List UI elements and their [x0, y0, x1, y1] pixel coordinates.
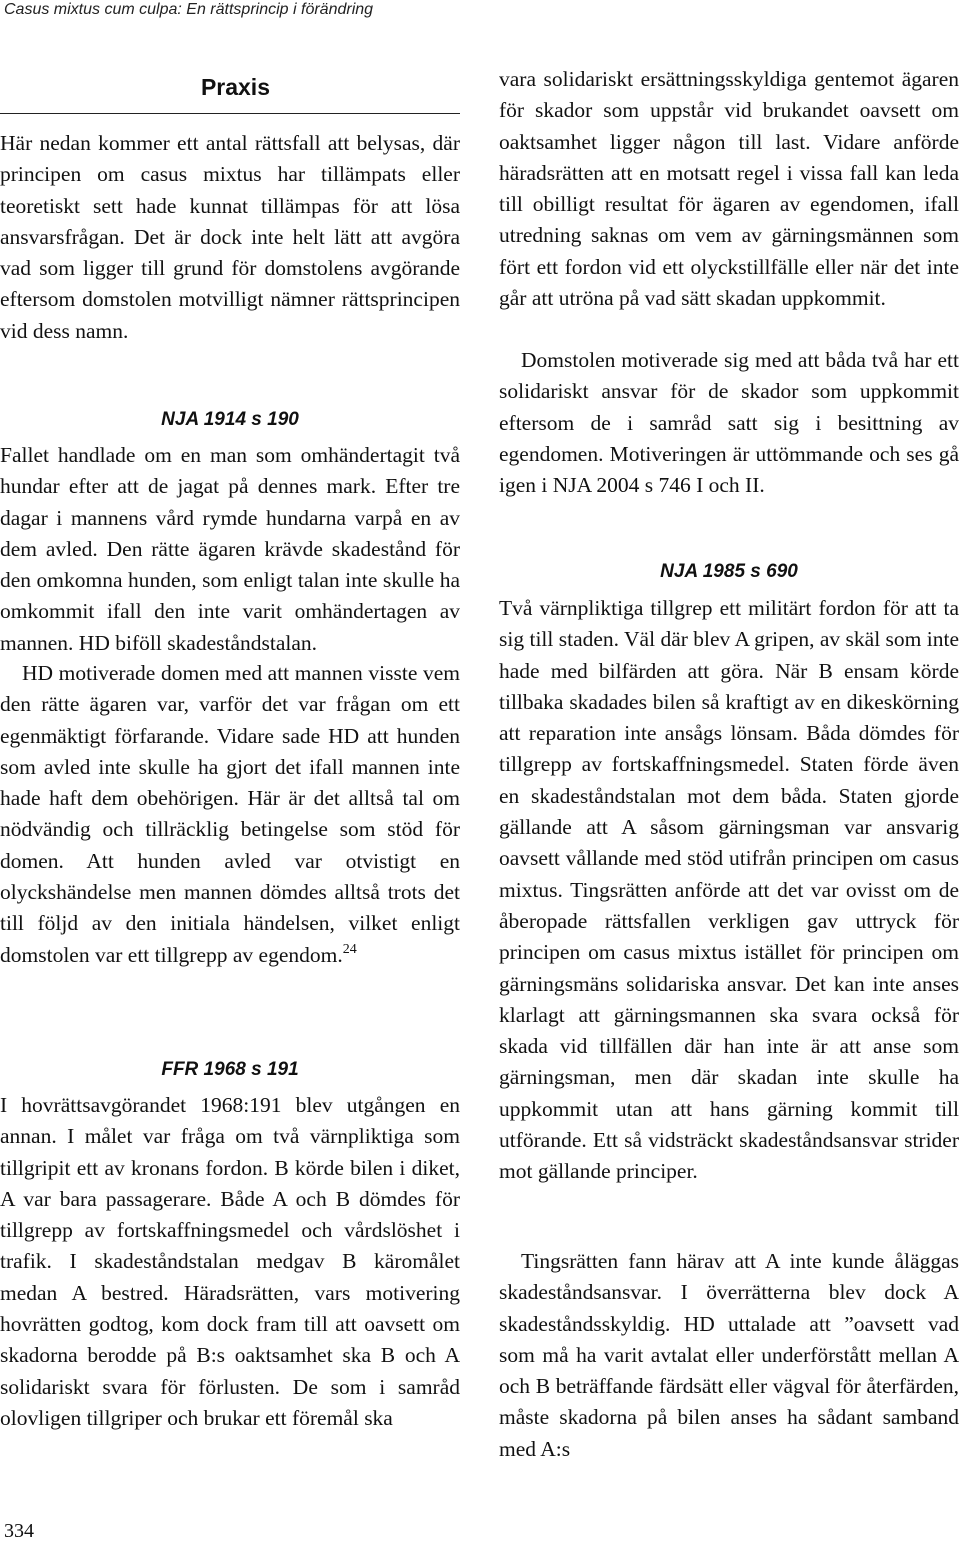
case3-paragraph-1: Två värnpliktiga tillgrep ett militärt fordon för att ta sig till staden. Väl där blev A gripen, av skäl som inte hade med bilfärden att göra. När B ensam körde tillbaka skadades bilen så kraftigt av en dikeskörning att reparation inte ansågs lönsam. Båda dömdes för tillgrepp av fortskaffningsmedel. Staten förde även en skadeståndstalan mot dem båda. Staten gjorde gällande att A såsom gärningsman var ansvarig oavsett vållande med stöd utifrån principen om casus mixtus. Tingsrätten anförde att det var ovisst om de åberopade rättsfallen verkligen gav uttryck för principen om casus mixtus istället för principen om gärningsmäns solidariska ansvar. Det kan inte anses klarlagt att gärningsmannen ska svara också för skada vid tillfällen där han inte är att anse som gärningsman, men där skadan inte skulle ha uppkommit utan att hans gärning kommit till utförande. Ett så vidsträckt skadeståndsansvar strider mot gällande principer. — [499, 596, 959, 1184]
case-heading-ffr-1968: FFR 1968 s 191 — [161, 1059, 299, 1080]
intro-paragraph: Här nedan kommer ett antal rättsfall att belysas, där principen om casus mixtus har tillämpats eller teoretiskt sett hade kunnat tillämpas för att lösa ansvarsfrågan. Det är dock inte helt lätt att avgöra vad som ligger till grund för domstolens avgörande eftersom domstolen motvilligt nämner rättsprincipen vid dess namn. — [0, 131, 460, 343]
case2-continuation: vara solidariskt ersättningsskyldiga gentemot ägaren för skador som uppstår vid brukandet oavsett om oaktsamhet ligger någon till last. Vidare anförde häradsrätten att en motsatt regel i vissa fall kan leda till obilligt resultat för ägaren av egendomen, ifall utredning saknas om vem av gärningsmännen som fört ett fordon vid ett olyckstillfälle eller när det inte går att utröna på vad sätt skadan uppkommit. — [499, 67, 959, 311]
case2-paragraph-1: I hovrättsavgörandet 1968:191 blev utgången en annan. I målet var fråga om två värnpliktiga som tillgripit ett av kronans fordon. B körde bilen i diket, A var bara passagerare. Både A och B dömdes för tillgrepp av fortskaffningsmedel och vårdslöshet i trafik. I skadeståndstalan medgav B käromålet medan A bestred. Häradsrätten, vars motivering hovrätten godtog, kom dock fram till att oavsett om skadorna berodde på B:s oaktsamhet ska B och A solidariskt svara för förlusten. De som i samråd olovligen tillgriper och brukar ett föremål ska — [0, 1093, 460, 1430]
running-header: Casus mixtus cum culpa: En rättsprincip i förändring — [4, 1, 374, 18]
case1-paragraph-2 — [0, 658, 460, 971]
case3-paragraph-2: Tingsrätten fann härav att A inte kunde åläggas skadeståndsansvar. I överrätterna blev dock A skadeståndsskyldig. HD uttalade att ”oavsett vad som må ha varit avtalat eller underförstått mellan A och B beträffande färdsätt eller vägval för återfärden, måste skadorna på bilen anses ha sådant samband med A:s — [499, 1249, 959, 1461]
section-title — [0, 74, 460, 114]
section-title-text: Praxis — [200, 74, 270, 100]
case1-paragraph-2-text: HD motiverade domen med att mannen visste vem den rätte ägaren var, varför det var frågan om ett egenmäktigt förfarande. Vidare sade HD att hunden som avled inte skulle ha gjort det ifall mannen inte hade haft dem obehörigen. Här är det alltså tal om nödvändig och tillräcklig betingelse som stöd för domen. Att hunden avled var otvistigt en olyckshändelse men mannen dömdes alltså trots det till följd av den initiala händelsen, vilket enligt domstolen var ett tillgrepp av egendom. — [0, 661, 460, 967]
case2-paragraph-2: Domstolen motiverade sig med att båda två har ett solidariskt ansvar för de skador som uppkommit eftersom de i samråd satt sig i besittning av egendomen. Motiveringen är uttömmande och ses gå igen i NJA 2004 s 746 I och II. — [499, 348, 959, 498]
footnote-marker: 24 — [342, 941, 357, 957]
case1-paragraph-1: Fallet handlade om en man som omhändertagit två hundar efter att de jagat på dennes mark. Efter tre dagar i mannens vård rymde hundarna varpå en av dem avled. Den rätte ägaren krävde skadestånd för den omkomna hunden, som enligt talan inte skulle ha omkommit ifall den inte varit omhändertagen av mannen. HD biföll skadeståndstalan. — [0, 443, 460, 655]
case-heading-nja-1914: NJA 1914 s 190 — [161, 409, 299, 430]
page-number: 334 — [4, 1520, 34, 1542]
case-heading-nja-1985: NJA 1985 s 690 — [660, 561, 798, 582]
